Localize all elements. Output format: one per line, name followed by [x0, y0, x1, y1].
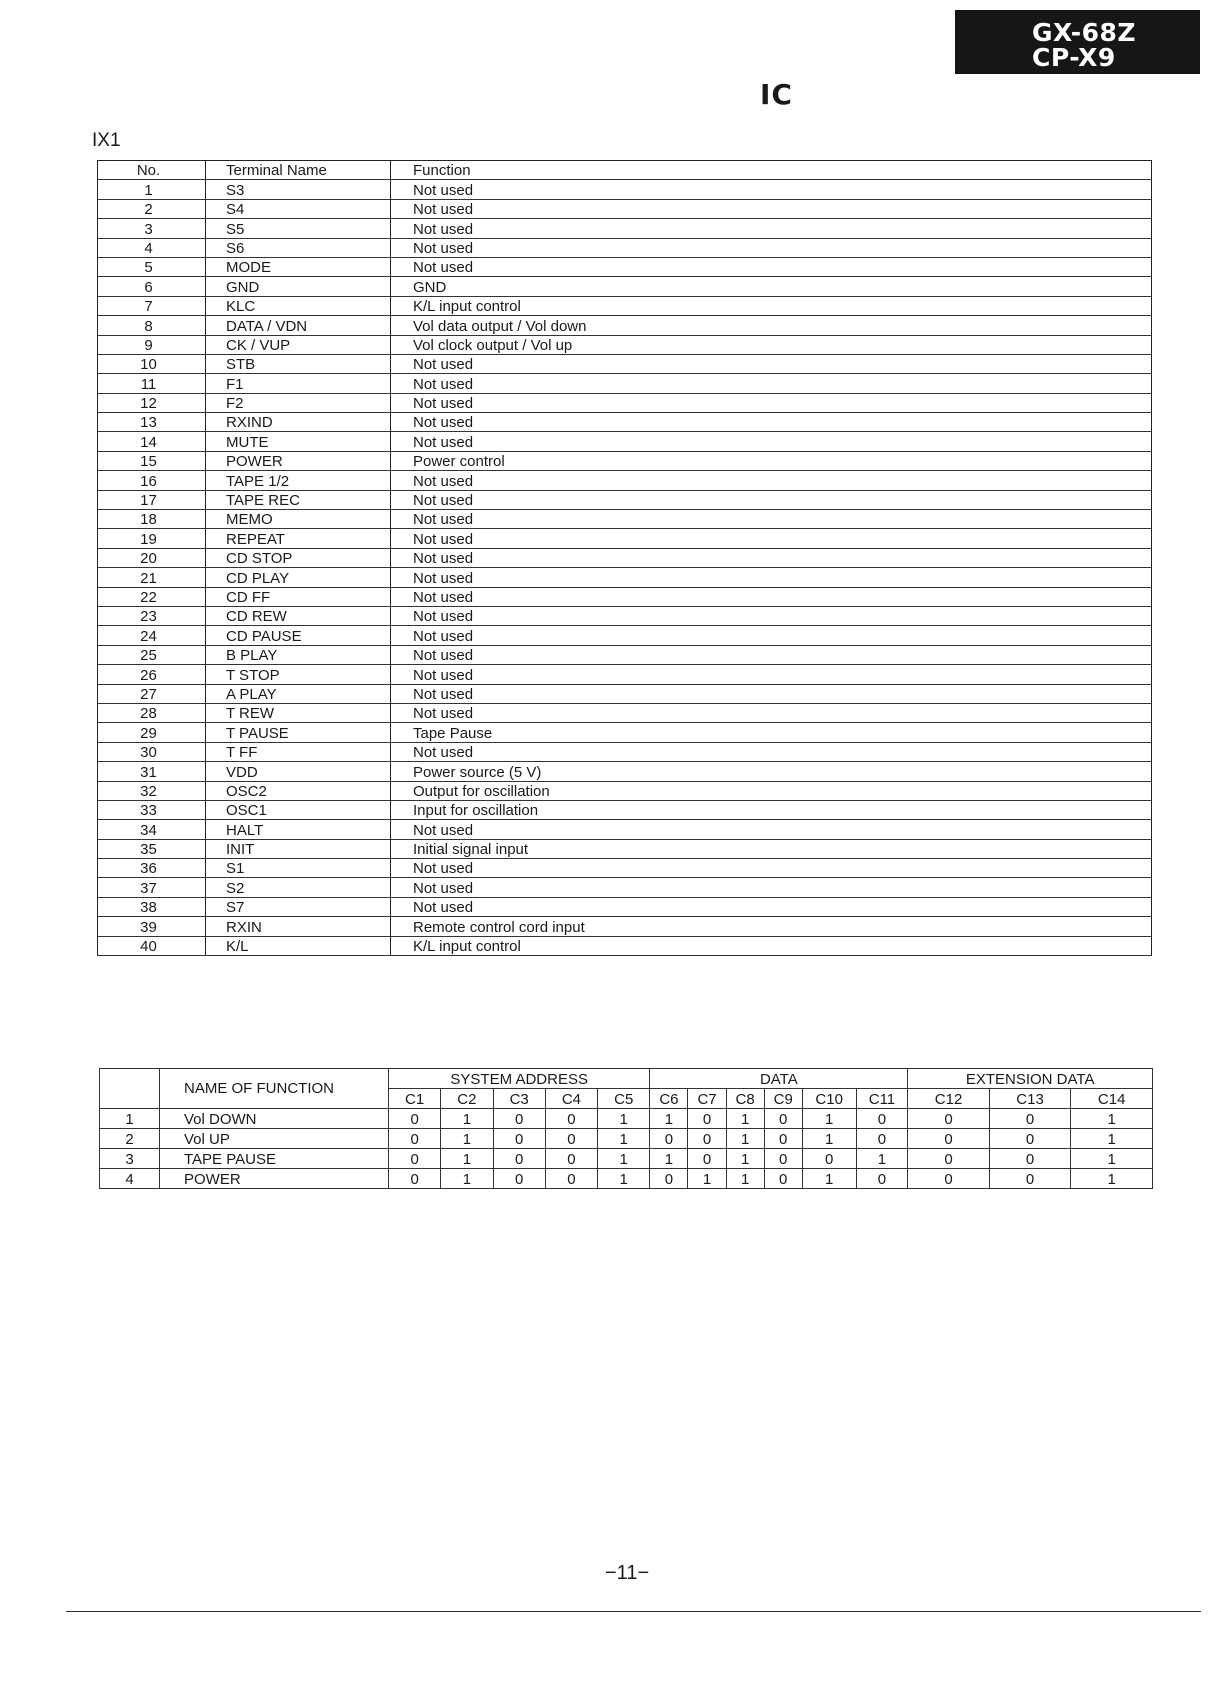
- pin-function: Not used: [391, 432, 1152, 451]
- bit-column-header: C3: [493, 1089, 545, 1109]
- pin-row: [98, 781, 1152, 800]
- pin-row: [98, 587, 1152, 606]
- ic-label: IX1: [92, 130, 121, 151]
- pin-number: 35: [98, 839, 206, 858]
- pin-row: [98, 180, 1152, 199]
- pin-function: Not used: [391, 374, 1152, 393]
- pin-row: [98, 510, 1152, 529]
- terminal-name: TAPE 1/2: [206, 471, 391, 490]
- terminal-name: S3: [206, 180, 391, 199]
- pin-number: 1: [98, 180, 206, 199]
- pin-table: [97, 160, 1152, 956]
- bit-cell: 0: [389, 1129, 441, 1149]
- bit-cell: 1: [598, 1109, 650, 1129]
- bit-cell: 0: [688, 1129, 726, 1149]
- pin-table-header: [98, 161, 1152, 180]
- terminal-name: CD PLAY: [206, 568, 391, 587]
- bit-cell: 0: [908, 1169, 990, 1189]
- terminal-name: GND: [206, 277, 391, 296]
- remote-code-table: [99, 1068, 1153, 1189]
- pin-function: Not used: [391, 665, 1152, 684]
- pin-row: [98, 257, 1152, 276]
- pin-number: 21: [98, 568, 206, 587]
- model-line-2: CP-X9: [1032, 43, 1116, 72]
- bit-cell: 0: [856, 1129, 908, 1149]
- bit-cell: 1: [650, 1149, 688, 1169]
- pin-row: [98, 626, 1152, 645]
- pin-function: Output for oscillation: [391, 781, 1152, 800]
- bit-column-header: C10: [802, 1089, 856, 1109]
- terminal-name: INIT: [206, 839, 391, 858]
- pin-number: 10: [98, 354, 206, 373]
- header-terminal-name: Terminal Name: [206, 161, 391, 180]
- pin-function: Not used: [391, 587, 1152, 606]
- pin-number: 5: [98, 257, 206, 276]
- pin-row: [98, 897, 1152, 916]
- pin-number: 15: [98, 451, 206, 470]
- pin-function: Power source (5 V): [391, 762, 1152, 781]
- bit-column-header: C6: [650, 1089, 688, 1109]
- group-header: DATA: [650, 1069, 908, 1089]
- pin-function: Not used: [391, 219, 1152, 238]
- bit-cell: 1: [441, 1109, 493, 1129]
- bit-cell: 0: [908, 1109, 990, 1129]
- pin-row: [98, 354, 1152, 373]
- pin-number: 23: [98, 606, 206, 625]
- pin-row: [98, 859, 1152, 878]
- pin-number: 37: [98, 878, 206, 897]
- pin-number: 19: [98, 529, 206, 548]
- pin-function: Not used: [391, 878, 1152, 897]
- header-function: Function: [391, 161, 1152, 180]
- bit-cell: 1: [598, 1149, 650, 1169]
- bit-cell: 0: [688, 1149, 726, 1169]
- pin-function: Not used: [391, 393, 1152, 412]
- page-number: −11−: [605, 1562, 650, 1584]
- pin-function: Power control: [391, 451, 1152, 470]
- bit-column-header: C5: [598, 1089, 650, 1109]
- pin-number: 36: [98, 859, 206, 878]
- terminal-name: S6: [206, 238, 391, 257]
- code-row: [100, 1169, 1153, 1189]
- pin-row: [98, 820, 1152, 839]
- pin-row: [98, 742, 1152, 761]
- pin-function: Vol data output / Vol down: [391, 316, 1152, 335]
- bit-cell: 1: [1071, 1109, 1153, 1129]
- group-header: EXTENSION DATA: [908, 1069, 1153, 1089]
- bit-cell: 1: [688, 1169, 726, 1189]
- pin-function: Not used: [391, 703, 1152, 722]
- code-row-number: 3: [100, 1149, 160, 1169]
- bit-cell: 1: [1071, 1129, 1153, 1149]
- terminal-name: CK / VUP: [206, 335, 391, 354]
- terminal-name: CD FF: [206, 587, 391, 606]
- terminal-name: T STOP: [206, 665, 391, 684]
- pin-number: 11: [98, 374, 206, 393]
- terminal-name: TAPE REC: [206, 490, 391, 509]
- bit-column-header: C12: [908, 1089, 990, 1109]
- pin-row: [98, 665, 1152, 684]
- bit-column-header: C14: [1071, 1089, 1153, 1109]
- pin-function: Not used: [391, 471, 1152, 490]
- bit-cell: 1: [726, 1169, 764, 1189]
- pin-function: Not used: [391, 897, 1152, 916]
- pin-row: [98, 839, 1152, 858]
- bit-cell: 1: [726, 1149, 764, 1169]
- bit-cell: 0: [545, 1109, 597, 1129]
- terminal-name: T REW: [206, 703, 391, 722]
- bit-cell: 1: [802, 1129, 856, 1149]
- pin-number: 12: [98, 393, 206, 412]
- pin-number: 34: [98, 820, 206, 839]
- code-row: [100, 1109, 1153, 1129]
- pin-function: Remote control cord input: [391, 917, 1152, 936]
- terminal-name: S1: [206, 859, 391, 878]
- pin-function: Not used: [391, 354, 1152, 373]
- bit-cell: 0: [764, 1149, 802, 1169]
- terminal-name: S2: [206, 878, 391, 897]
- bit-cell: 1: [650, 1109, 688, 1129]
- pin-row: [98, 316, 1152, 335]
- pin-function: Not used: [391, 820, 1152, 839]
- pin-function: Not used: [391, 606, 1152, 625]
- pin-function: Not used: [391, 413, 1152, 432]
- pin-row: [98, 548, 1152, 567]
- pin-number: 17: [98, 490, 206, 509]
- function-name: Vol DOWN: [160, 1109, 389, 1129]
- terminal-name: CD STOP: [206, 548, 391, 567]
- pin-row: [98, 471, 1152, 490]
- bit-cell: 0: [389, 1149, 441, 1169]
- bit-cell: 0: [989, 1169, 1071, 1189]
- bit-cell: 0: [688, 1109, 726, 1129]
- terminal-name: S7: [206, 897, 391, 916]
- pin-row: [98, 296, 1152, 315]
- bit-cell: 0: [856, 1109, 908, 1129]
- header-name-of-function: NAME OF FUNCTION: [160, 1069, 389, 1109]
- bit-cell: 0: [908, 1149, 990, 1169]
- pin-function: Input for oscillation: [391, 800, 1152, 819]
- pin-number: 14: [98, 432, 206, 451]
- bit-cell: 0: [493, 1169, 545, 1189]
- code-row-number: 4: [100, 1169, 160, 1189]
- pin-function: K/L input control: [391, 296, 1152, 315]
- pin-function: Not used: [391, 180, 1152, 199]
- pin-row: [98, 238, 1152, 257]
- pin-row: [98, 374, 1152, 393]
- terminal-name: A PLAY: [206, 684, 391, 703]
- pin-row: [98, 490, 1152, 509]
- pin-row: [98, 219, 1152, 238]
- group-header: SYSTEM ADDRESS: [389, 1069, 650, 1089]
- pin-function: Initial signal input: [391, 839, 1152, 858]
- pin-number: 29: [98, 723, 206, 742]
- pin-row: [98, 606, 1152, 625]
- terminal-name: OSC1: [206, 800, 391, 819]
- terminal-name: K/L: [206, 936, 391, 955]
- pin-function: Not used: [391, 859, 1152, 878]
- bit-column-header: C9: [764, 1089, 802, 1109]
- pin-number: 3: [98, 219, 206, 238]
- pin-function: Not used: [391, 684, 1152, 703]
- pin-row: [98, 917, 1152, 936]
- pin-function: Not used: [391, 490, 1152, 509]
- pin-row: [98, 529, 1152, 548]
- bit-cell: 1: [726, 1129, 764, 1149]
- pin-number: 40: [98, 936, 206, 955]
- model-badge: [955, 10, 1200, 74]
- bit-cell: 1: [802, 1169, 856, 1189]
- pin-function: Not used: [391, 199, 1152, 218]
- bit-cell: 1: [726, 1109, 764, 1129]
- pin-function: Tape Pause: [391, 723, 1152, 742]
- bit-cell: 0: [908, 1129, 990, 1149]
- header-no: No.: [98, 161, 206, 180]
- pin-number: 4: [98, 238, 206, 257]
- pin-number: 16: [98, 471, 206, 490]
- code-table-group-header: [100, 1069, 1153, 1089]
- pin-number: 24: [98, 626, 206, 645]
- footer-rule: [66, 1611, 1201, 1612]
- terminal-name: HALT: [206, 820, 391, 839]
- terminal-name: VDD: [206, 762, 391, 781]
- terminal-name: DATA / VDN: [206, 316, 391, 335]
- pin-row: [98, 684, 1152, 703]
- bit-cell: 0: [389, 1109, 441, 1129]
- corner-cell: [100, 1069, 160, 1109]
- bit-cell: 0: [650, 1129, 688, 1149]
- pin-number: 27: [98, 684, 206, 703]
- pin-function: Not used: [391, 548, 1152, 567]
- bit-column-header: C4: [545, 1089, 597, 1109]
- bit-cell: 1: [598, 1169, 650, 1189]
- pin-number: 38: [98, 897, 206, 916]
- pin-number: 30: [98, 742, 206, 761]
- bit-column-header: C2: [441, 1089, 493, 1109]
- bit-cell: 0: [545, 1129, 597, 1149]
- model-line-1: GX-68Z: [1032, 18, 1137, 47]
- bit-cell: 1: [441, 1129, 493, 1149]
- pin-number: 9: [98, 335, 206, 354]
- code-row: [100, 1129, 1153, 1149]
- bit-cell: 0: [764, 1129, 802, 1149]
- pin-function: GND: [391, 277, 1152, 296]
- pin-function: Not used: [391, 645, 1152, 664]
- pin-row: [98, 432, 1152, 451]
- pin-row: [98, 393, 1152, 412]
- bit-column-header: C8: [726, 1089, 764, 1109]
- pin-row: [98, 451, 1152, 470]
- terminal-name: RXIND: [206, 413, 391, 432]
- function-name: POWER: [160, 1169, 389, 1189]
- pin-row: [98, 199, 1152, 218]
- pin-function: Not used: [391, 257, 1152, 276]
- terminal-name: S5: [206, 219, 391, 238]
- pin-number: 7: [98, 296, 206, 315]
- bit-cell: 0: [856, 1169, 908, 1189]
- pin-number: 18: [98, 510, 206, 529]
- pin-number: 20: [98, 548, 206, 567]
- pin-row: [98, 568, 1152, 587]
- bit-cell: 0: [764, 1109, 802, 1129]
- terminal-name: MEMO: [206, 510, 391, 529]
- pin-number: 25: [98, 645, 206, 664]
- function-name: TAPE PAUSE: [160, 1149, 389, 1169]
- bit-cell: 0: [545, 1169, 597, 1189]
- code-row-number: 2: [100, 1129, 160, 1149]
- terminal-name: F2: [206, 393, 391, 412]
- pin-row: [98, 703, 1152, 722]
- pin-function: Not used: [391, 238, 1152, 257]
- bit-cell: 0: [493, 1149, 545, 1169]
- pin-function: Not used: [391, 626, 1152, 645]
- bit-column-header: C11: [856, 1089, 908, 1109]
- pin-row: [98, 335, 1152, 354]
- pin-number: 39: [98, 917, 206, 936]
- bit-cell: 1: [441, 1169, 493, 1189]
- bit-cell: 0: [989, 1149, 1071, 1169]
- bit-cell: 1: [856, 1149, 908, 1169]
- terminal-name: B PLAY: [206, 645, 391, 664]
- bit-cell: 1: [802, 1109, 856, 1129]
- pin-number: 6: [98, 277, 206, 296]
- bit-column-header: C13: [989, 1089, 1071, 1109]
- terminal-name: T FF: [206, 742, 391, 761]
- code-row-number: 1: [100, 1109, 160, 1129]
- terminal-name: F1: [206, 374, 391, 393]
- bit-cell: 0: [989, 1129, 1071, 1149]
- bit-cell: 0: [545, 1149, 597, 1169]
- terminal-name: T PAUSE: [206, 723, 391, 742]
- bit-cell: 1: [441, 1149, 493, 1169]
- terminal-name: POWER: [206, 451, 391, 470]
- terminal-name: OSC2: [206, 781, 391, 800]
- pin-row: [98, 723, 1152, 742]
- bit-cell: 0: [389, 1169, 441, 1189]
- terminal-name: CD PAUSE: [206, 626, 391, 645]
- bit-column-header: C1: [389, 1089, 441, 1109]
- pin-function: Vol clock output / Vol up: [391, 335, 1152, 354]
- pin-number: 2: [98, 199, 206, 218]
- terminal-name: CD REW: [206, 606, 391, 625]
- terminal-name: KLC: [206, 296, 391, 315]
- pin-row: [98, 762, 1152, 781]
- pin-number: 31: [98, 762, 206, 781]
- bit-cell: 1: [1071, 1149, 1153, 1169]
- pin-number: 33: [98, 800, 206, 819]
- terminal-name: MUTE: [206, 432, 391, 451]
- pin-function: Not used: [391, 529, 1152, 548]
- pin-row: [98, 800, 1152, 819]
- terminal-name: RXIN: [206, 917, 391, 936]
- bit-cell: 0: [989, 1109, 1071, 1129]
- pin-number: 28: [98, 703, 206, 722]
- terminal-name: REPEAT: [206, 529, 391, 548]
- pin-row: [98, 936, 1152, 955]
- pin-row: [98, 413, 1152, 432]
- bit-cell: 0: [764, 1169, 802, 1189]
- bit-column-header: C7: [688, 1089, 726, 1109]
- bit-cell: 0: [493, 1109, 545, 1129]
- bit-cell: 0: [802, 1149, 856, 1169]
- terminal-name: MODE: [206, 257, 391, 276]
- pin-row: [98, 277, 1152, 296]
- function-name: Vol UP: [160, 1129, 389, 1149]
- pin-row: [98, 878, 1152, 897]
- pin-row: [98, 645, 1152, 664]
- page-title: IC: [760, 78, 793, 111]
- pin-number: 26: [98, 665, 206, 684]
- bit-cell: 1: [1071, 1169, 1153, 1189]
- pin-function: Not used: [391, 742, 1152, 761]
- bit-cell: 1: [598, 1129, 650, 1149]
- terminal-name: S4: [206, 199, 391, 218]
- terminal-name: STB: [206, 354, 391, 373]
- bit-cell: 0: [493, 1129, 545, 1149]
- pin-function: K/L input control: [391, 936, 1152, 955]
- pin-function: Not used: [391, 568, 1152, 587]
- bit-cell: 0: [650, 1169, 688, 1189]
- pin-number: 22: [98, 587, 206, 606]
- code-row: [100, 1149, 1153, 1169]
- pin-number: 13: [98, 413, 206, 432]
- pin-number: 32: [98, 781, 206, 800]
- pin-number: 8: [98, 316, 206, 335]
- pin-function: Not used: [391, 510, 1152, 529]
